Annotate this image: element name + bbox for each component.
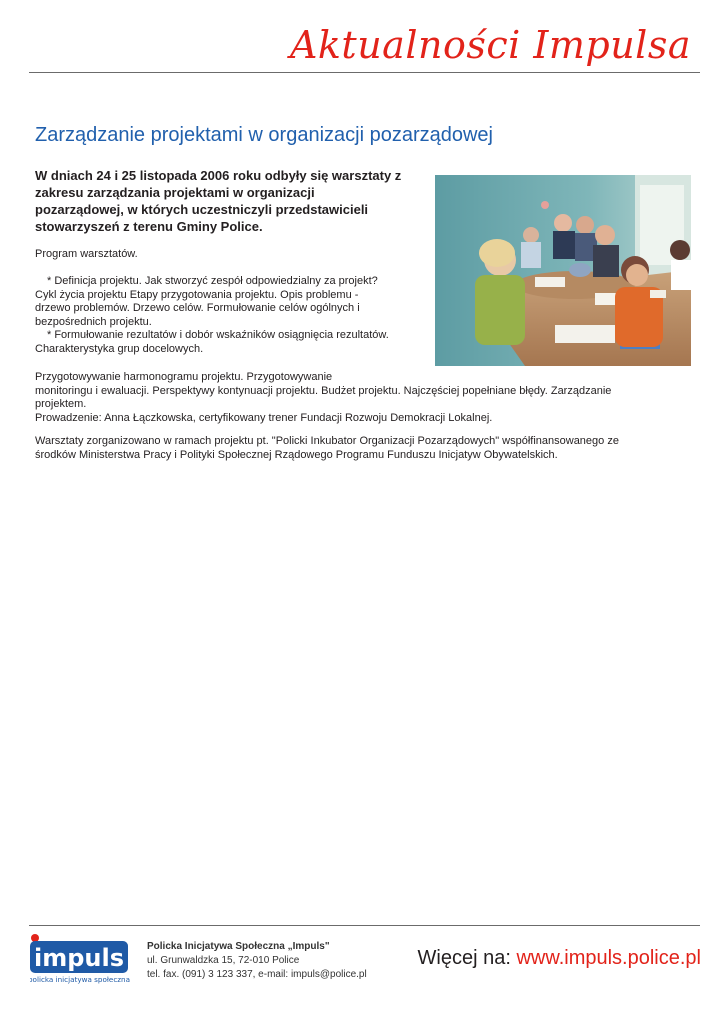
program-item-text: Charakterystyka grup docelowych. xyxy=(35,342,204,355)
program-list xyxy=(35,275,430,356)
footer-divider xyxy=(29,925,700,926)
program-item: * Formułowanie rezultatów i dobór wskaźników osiągnięcia rezultatów. xyxy=(47,329,389,341)
logo-tagline: policka inicjatywa społeczna xyxy=(30,975,130,984)
organization-address: ul. Grunwaldzka 15, 72-010 Police xyxy=(147,955,300,966)
more-label: Więcej na: xyxy=(417,947,511,969)
article-lead: W dniach 24 i 25 listopada 2006 roku odbyły się warsztaty z zakresu zarządzania projektami w organizacji pozarządowej, w których uczestniczyli przedstawicieli stowarzyszeń z terenu Gminy Police. xyxy=(35,168,402,234)
body-line: Przygotowywanie harmonogramu projektu. Przygotowywanie xyxy=(35,371,333,383)
program-item-text: bezpośrednich projektu. xyxy=(35,315,152,328)
footer-contact xyxy=(147,940,367,982)
website-link[interactable]: www.impuls.police.pl xyxy=(516,947,701,969)
workshop-photo-image xyxy=(435,175,691,366)
program-continuation xyxy=(35,371,700,425)
trainer-line: Prowadzenie: Anna Łączkowska, certyfikowany trener Fundacji Rozwoju Demokracji Lokalnej. xyxy=(35,411,493,424)
body-line: środków Ministerstwa Pracy i Polityki Społecznej Rządowego Programu Funduszu Inicjatyw Obywatelskich. xyxy=(35,448,558,461)
program-heading: Program warsztatów. xyxy=(35,248,138,260)
masthead-title: Aktualności Impulsa xyxy=(289,23,691,67)
organization-contact: tel. fax. (091) 3 123 337, e-mail: impuls@police.pl xyxy=(147,969,367,980)
program-item-text: drzewo problemów. Drzewo celów. Formułowanie celów ogólnych i xyxy=(35,302,360,314)
article-title: Zarządzanie projektami w organizacji pozarządowej xyxy=(35,124,493,146)
body-line: projektem. xyxy=(35,398,87,410)
funding-paragraph xyxy=(35,435,700,462)
workshop-photo xyxy=(435,175,691,366)
body-line: monitoringu i ewaluacji. Perspektywy kontynuacji projektu. Budżet projektu. Najczęściej popełniane błędy. Zarządzanie xyxy=(35,384,612,397)
body-line: Warsztaty zorganizowano w ramach projektu pt. "Policki Inkubator Organizacji Pozarządowych" współfinansowanego ze xyxy=(35,435,619,447)
more-info xyxy=(418,947,701,970)
program-item: * Definicja projektu. Jak stworzyć zespół odpowiedzialny za projekt? xyxy=(47,275,378,287)
program-item-text: Cykl życia projektu Etapy przygotowania projektu. Opis problemu - xyxy=(35,288,359,301)
impuls-logo-image xyxy=(30,930,130,986)
logo-wordmark: impuls xyxy=(33,944,125,972)
organization-name: Policka Inicjatywa Społeczna „Impuls" xyxy=(147,941,330,952)
header-divider xyxy=(29,72,700,73)
impuls-logo xyxy=(30,930,130,986)
